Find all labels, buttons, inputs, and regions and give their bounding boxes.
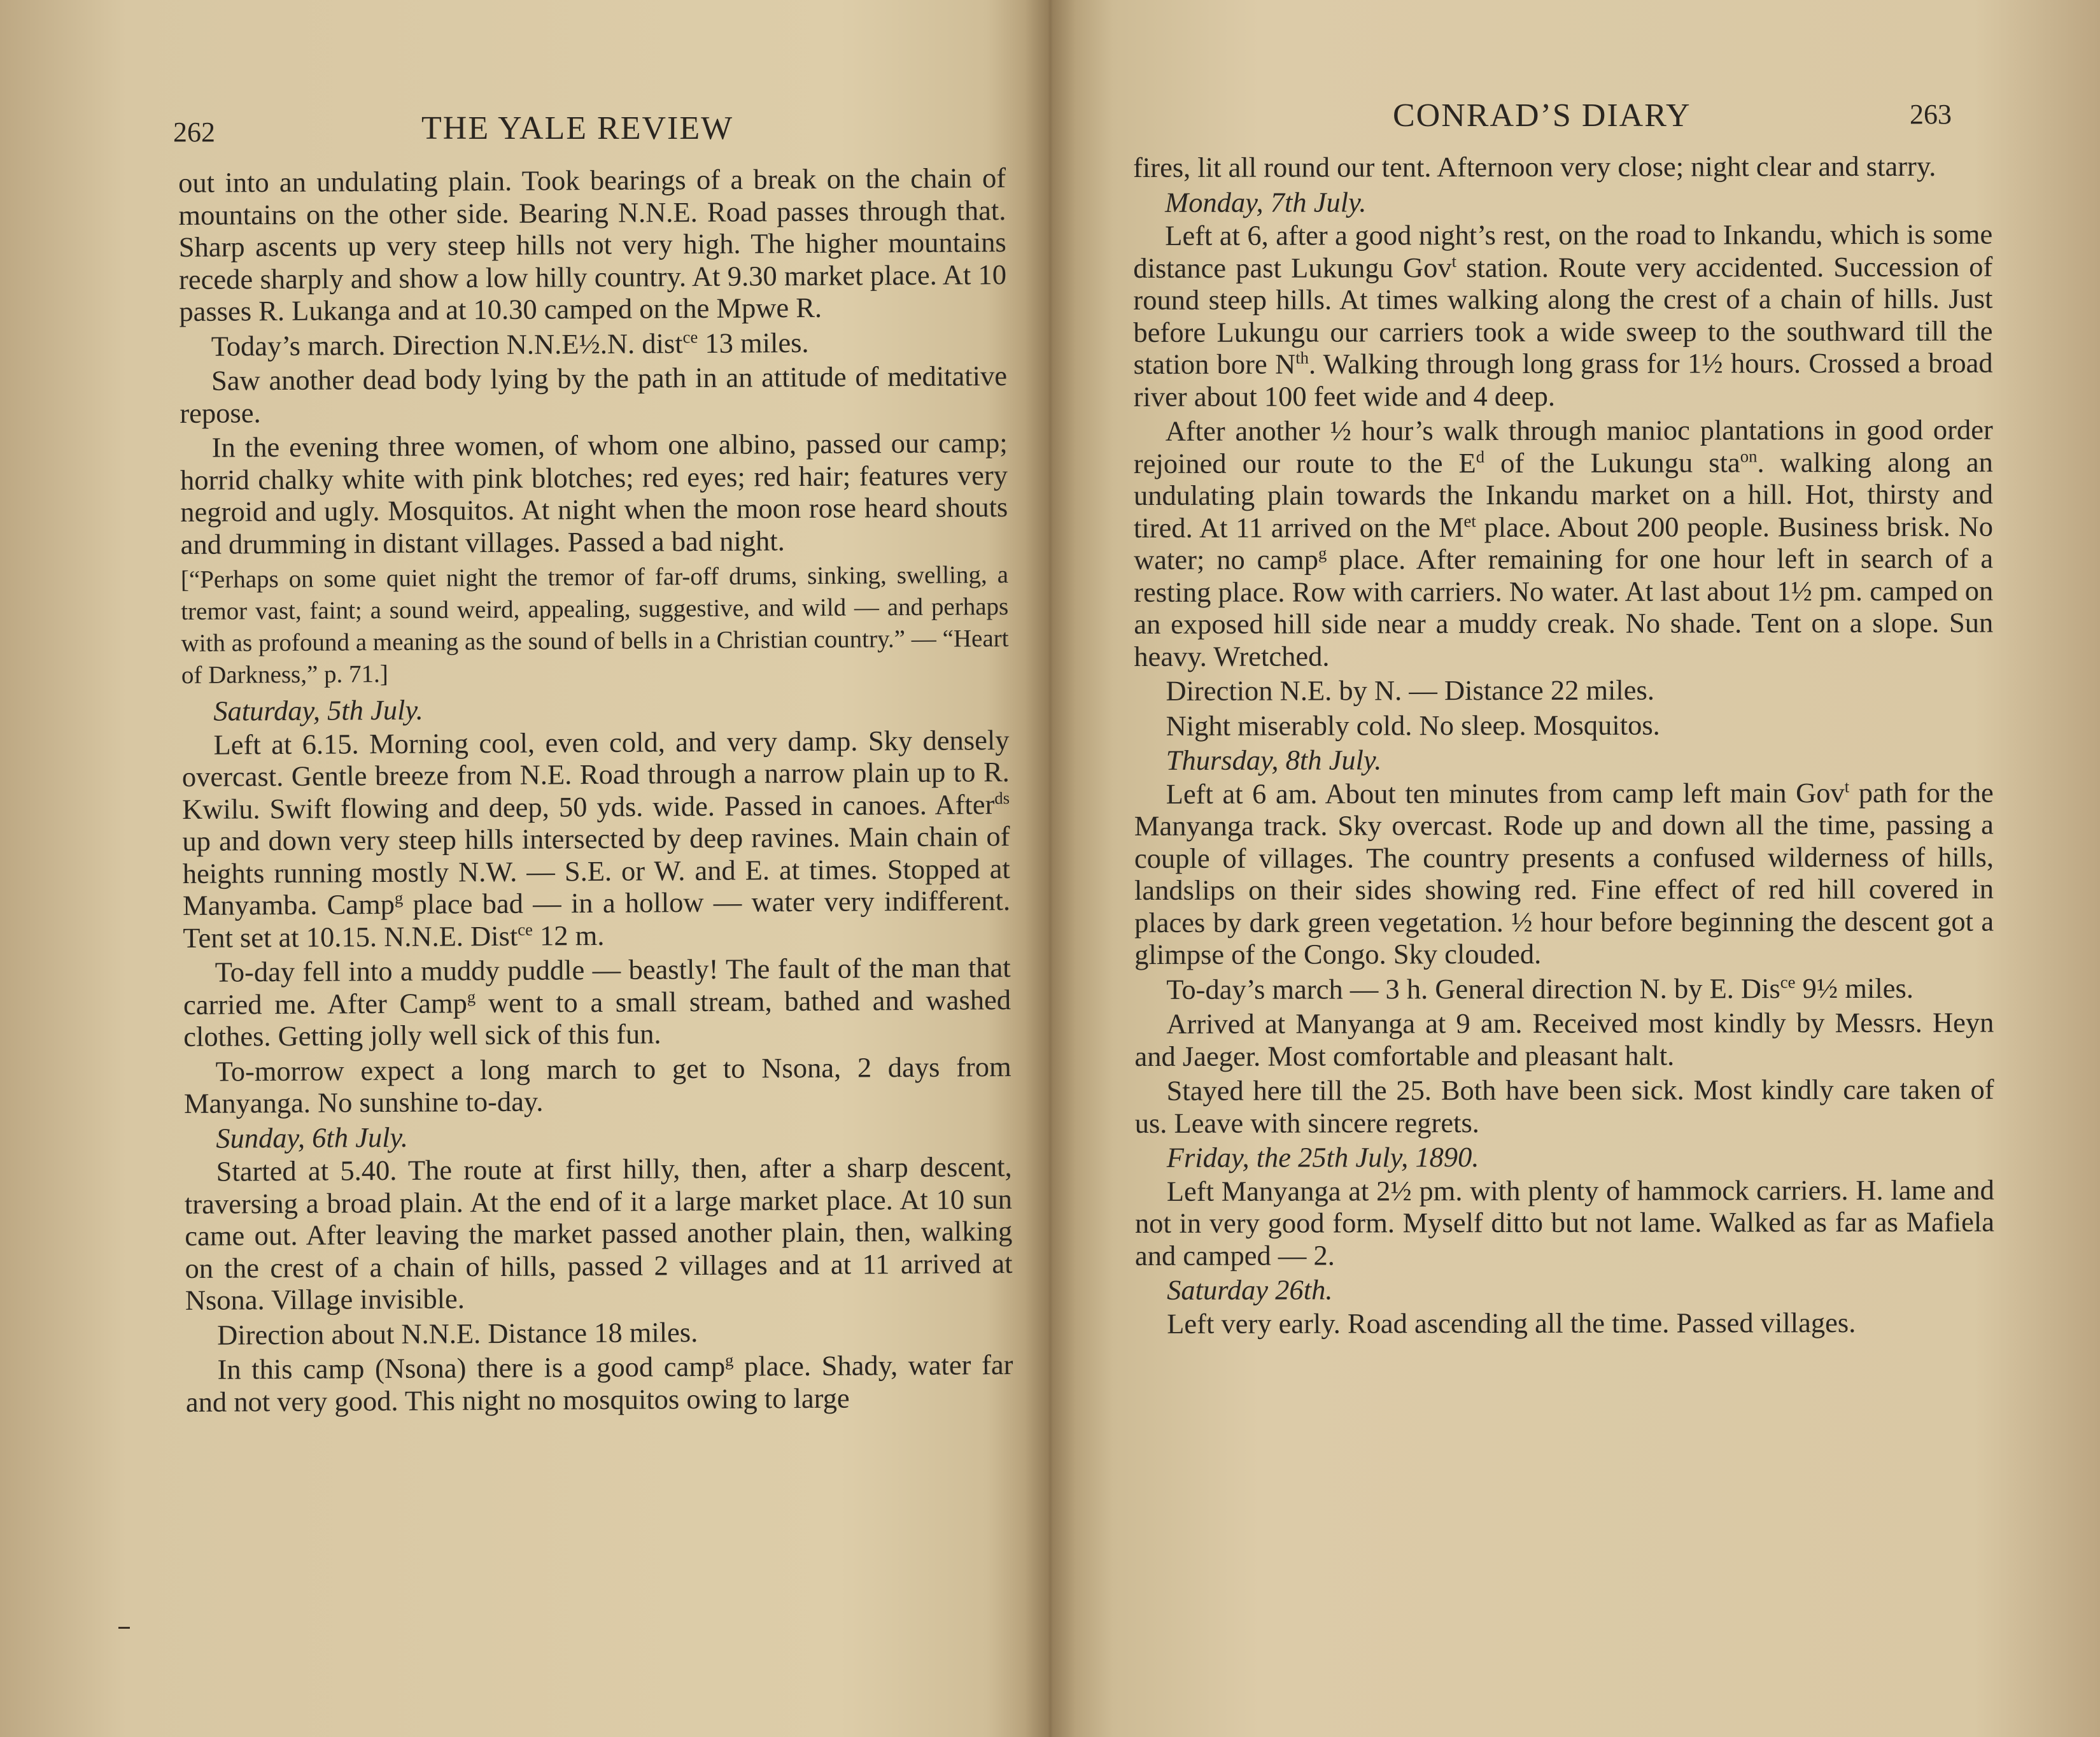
paragraph: fires, lit all round our tent. Afternoon very close; night clear and starry. bbox=[1133, 150, 1936, 183]
page-number: 262 bbox=[173, 117, 215, 148]
paragraph: In the evening three women, of whom one albino, passed our camp; horrid chalky white with pink blotches; red eyes; red hair; features very negroid and ugly. Mosquitos. At night when the moon rose heard shouts and drumming in distant villages. Passed a bad night. bbox=[180, 427, 1008, 560]
diary-date-heading: Friday, the 25th July, 1890. bbox=[1166, 1141, 1479, 1173]
diary-date-heading: Sunday, 6th July. bbox=[216, 1121, 409, 1154]
edge-mark bbox=[118, 1627, 130, 1629]
paragraph: Left at 6.15. Morning cool, even cold, and very damp. Sky densely overcast. Gentle breeze from N.E. Road through a narrow plain up to R. Kwilu. Swift flowing and deep, 50 yds. wide. Passed in canoes. After$^{ds}$ up and down very steep hills intersected by deep ravines. Main chain of heights running mostly N.W. — S.E. or W. and E. at times. Stopped at Manyamba. Camp$^g$ place bad — in a hollow — water very indifferent. Tent set at 10.15. N.N.E. Dist$^{ce}$ 12 m. bbox=[181, 723, 1011, 954]
paragraph: Started at 5.40. The route at first hilly, then, after a sharp descent, traversing a broad plain. At the end of it a large market place. At 10 sun came out. After leaving the market passed another plain, then, walking on the crest of a chain of hills, passed 2 villages and at 11 arrived at Nsona. Village invisible. bbox=[184, 1151, 1013, 1316]
page-number: 263 bbox=[1910, 99, 1952, 130]
paragraph: In this camp (Nsona) there is a good camp$^g$ place. Shady, water far and not very good. This night no mosquitos owing to large bbox=[185, 1349, 1013, 1418]
diary-date-heading: Monday, 7th July. bbox=[1165, 185, 1367, 218]
paragraph: out into an undulating plain. Took bearings of a break on the chain of mountains on the other side. Bearing N.N.E. Road passes through that. Sharp ascents up very steep hills not very high. The higher mountains recede sharply and show a low hilly country. At 9.30 market place. At 10 passes R. Lukanga and at 10.30 camped on the Mpwe R. bbox=[178, 162, 1007, 327]
paragraph: To-day’s march — 3 h. General direction N. by E. Dis$^{ce}$ 9½ miles. bbox=[1166, 972, 1913, 1005]
paragraph: To-day fell into a muddy puddle — beastly! The fault of the man that carried me. After Camp$^g$ went to a small stream, bathed and washed clothes. Getting jolly well sick of this fun. bbox=[183, 951, 1011, 1053]
paragraph: Saw another dead body lying by the path in an attitude of meditative repose. bbox=[180, 360, 1008, 429]
quotation-note: [“Perhaps on some quiet night the tremor of far-off drums, sinking, swelling, a tremor vast, faint; a sound weird, appealing, suggestive, and wild — and perhaps with as profound a meaning as the sound of bells in a Christian country.” — “Heart of Darkness,” p. 71.] bbox=[180, 561, 1009, 689]
paragraph: Left at 6 am. About ten minutes from camp left main Gov$^t$ path for the Manyanga track. Sky overcast. Rode up and down all the time, passing a couple of villages. The country presents a confused wilderness of hills, landslips on their sides showing red. Fine effect of red hill covered in places by dark green vegetation. ½ hour before beginning the descent got a glimpse of the Congo. Sky clouded. bbox=[1134, 776, 1994, 970]
paragraph: Left Manyanga at 2½ pm. with plenty of hammock carriers. H. lame and not in very good form. Myself ditto but not lame. Walked as far as Mafiela and camped — 2. bbox=[1134, 1173, 1994, 1272]
running-head: CONRAD’S DIARY bbox=[1393, 97, 1691, 134]
paragraph: Today’s march. Direction N.N.E½.N. dist$^{ce}$ 13 miles. bbox=[211, 326, 809, 362]
diary-date-heading: Saturday, 5th July. bbox=[213, 693, 423, 727]
paragraph: Left at 6, after a good night’s rest, on the road to Inkandu, which is some distance past Lukungu Gov$^t$ station. Route very accidented. Succession of round steep hills. At times walking along the crest of a chain of hills. Just before Lukungu our carriers took a wide sweep to the southward till the station bore $N^{th}$. Walking through long grass for 1½ hours. Crossed a broad river about 100 feet wide and 4 deep. bbox=[1133, 218, 1993, 413]
paragraph: To-morrow expect a long march to get to Nsona, 2 days from Manyanga. No sunshine to-day. bbox=[183, 1050, 1011, 1119]
paragraph: Left very early. Road ascending all the time. Passed villages. bbox=[1167, 1306, 1856, 1340]
paragraph: Night miserably cold. No sleep. Mosquitos. bbox=[1166, 709, 1660, 742]
right-page bbox=[1050, 0, 2100, 1737]
paragraph: After another ½ hour’s walk through manioc plantations in good order rejoined our route to the $E^d$ of the Lukungu sta$^{on}$. walking along an undulating plain towards the Inkandu market on a hill. Hot, thirsty and tired. At 11 arrived on the $M^{et}$ place. About 200 people. Business brisk. No water; no camp$^g$ place. After remaining for one hour left in search of a resting place. Row with carriers. No water. At last about 1½ pm. camped on an exposed hill side near a muddy creak. No shade. Tent on a slope. Sun heavy. Wretched. bbox=[1133, 413, 1994, 672]
page-body bbox=[1133, 150, 1994, 1342]
paragraph: Direction about N.N.E. Distance 18 miles. bbox=[217, 1315, 698, 1351]
paragraph: Arrived at Manyanga at 9 am. Received most kindly by Messrs. Heyn and Jaeger. Most comfortable and pleasant halt. bbox=[1134, 1006, 1994, 1072]
diary-date-heading: Thursday, 8th July. bbox=[1166, 744, 1382, 776]
running-head: THE YALE REVIEW bbox=[421, 110, 734, 146]
diary-date-heading: Saturday 26th. bbox=[1167, 1273, 1333, 1306]
paragraph: Stayed here till the 25. Both have been sick. Most kindly care taken of us. Leave with sincere regrets. bbox=[1134, 1073, 1994, 1139]
paragraph: Direction N.E. by N. — Distance 22 miles. bbox=[1166, 674, 1655, 707]
page-body bbox=[178, 162, 1013, 1421]
